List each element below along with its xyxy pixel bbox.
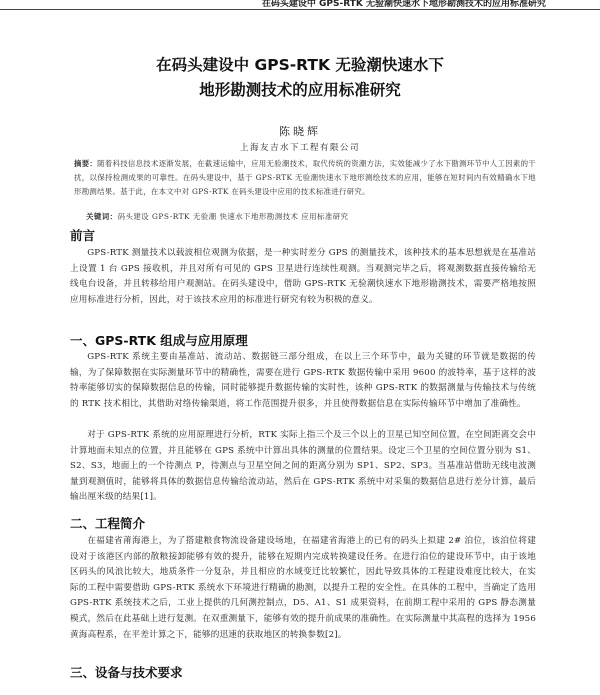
section-heading-equipment: 三、设备与技术要求 <box>70 665 183 680</box>
section-text-preface: GPS-RTK 测量技术以载波相位观测为依据，是一种实时差分 GPS 的测量技术，该种技术的基本思想就是在基准站上设置 1 台 GPS 接收机，并且对所有可见的 GPS 卫星进行连续性观测。当观测完毕之后，将观测数据直接传输给无线电台设备，并且转移给用户观测站。在码头建设中，借助 GPS-RTK 无验潮快速水下地形勘测技术，需要严格地按照应用标准进行分析，因此，对于该技术应用的标准进行研究有较为积极的意义。 <box>70 248 536 305</box>
abstract <box>74 157 536 199</box>
section-text-gps-rtk-composition: GPS-RTK 系统主要由基准站、流动站、数据链三部分组成，在以上三个环节中，最为关键的环节就是数据的传输，为了保障数据在实际测量环节中的精确性，需要在进行 GPS-RTK 数据传输中采用 9600 的波特率，基于这样的波特率能够切实的保障数据信息的传输，同时能够提升数据传输的实时性，该种 GPS-RTK 的数据测量与传输技术与传统的 RTK 技术相比，其借助对络传输渠道，将工作范围提升很多，并且使得数据信息在实际传输环节中增加了准确性。 <box>70 352 536 409</box>
section-heading-preface: 前言 <box>70 228 96 243</box>
section-heading-gps-rtk-principle: 一、GPS-RTK 组成与应用原理 <box>70 333 248 348</box>
keywords-label: 关键词： <box>86 212 118 221</box>
keywords-text: 码头建设 GPS-RTK 无验潮 快速水下地形勘测技术 应用标准研究 <box>117 212 349 221</box>
abstract-text: 随着科技信息技术逐渐发展，在截速运输中，应用无验潮技术，取代传统的资潮方法，实效能减少了水下勘测环节中人工因素的干扰，以保持检测成果的可靠性。在码头建设中，基于 GPS-RTK 无验潮快速水下地形测绘技术的应用，能够在短时间内有效精确水下地形勘测结果。基于此，在本文中对 GPS-RTK 在码头建设中应用的技术标准进行研究。 <box>74 159 536 196</box>
author-name: 陈晓辉 <box>279 125 321 138</box>
section-heading-project-overview: 二、工程简介 <box>70 516 146 531</box>
section-text-gps-rtk-principle: 对于 GPS-RTK 系统的应用原理进行分析，RTK 实际上指三个及三个以上的卫星已知空间位置，在空间距离交会中计算地面未知点的位置，并且能够在 GPS 系统中计算出具体的测量的位置结果。设定三个卫星的空间位置分别为 S1、S2、S3，地面上的一个待测点 P，待测点与卫星空间之间的距离分别为 SP1、SP2、SP3。当基准站借助无线电波测量到观测值时，能够将具体的数据信息传输给流动站，然后在 GPS-RTK 系统中对采集的数据信息进行差分计算，最后输出厘米级的结果[1]。 <box>70 430 536 503</box>
article-title-line-2: 地形勘测技术的应用标准研究 <box>199 81 401 99</box>
keywords <box>86 211 536 223</box>
section-text-project-overview: 在福建省莆海港上，为了搭建粮食物流设备建设场地，在福建省海港上的已有的码头上拟建 2# 泊位，该泊位将建设对于该港区内部的散粮接卸能够有效的提升，能够在短期内完成转换建设任务。在进行泊位的建设环节中，由于该地区码头的风浪比较大，地质条件一分复杂，并且相应的水域变迁比较繁忙，因此导致具体的工程建设难度比较大，在实际的工程中需要借助 GPS-RTK 系统水下环境进行精确的勘测，以提升工程的安全性。在具体的工程中，当确定了选用 GPS-RTK 系统技术之后，工业上提供的几何测控制点，D5、A1、S1 成果资料，在前期工程中采用的 GPS 静态测量模式，然后在此基础上进行复测。在双重测量下，能够有效的提升前成果的准确性。在实际测量中其高程的选择为 1956 黄海高程系，在平差计算之下，能够的迅速的获取地区的转换参数[2]。 <box>70 536 536 640</box>
running-header: 在码头建设中 GPS-RTK 无验潮快速水下地形勘测技术的应用标准研究 <box>0 0 600 10</box>
author-affiliation: 上海友吉水下工程有限公司 <box>239 143 360 153</box>
article-title-line-1: 在码头建设中 GPS-RTK 无验潮快速水下 <box>156 56 444 74</box>
abstract-label: 摘要： <box>74 159 98 168</box>
